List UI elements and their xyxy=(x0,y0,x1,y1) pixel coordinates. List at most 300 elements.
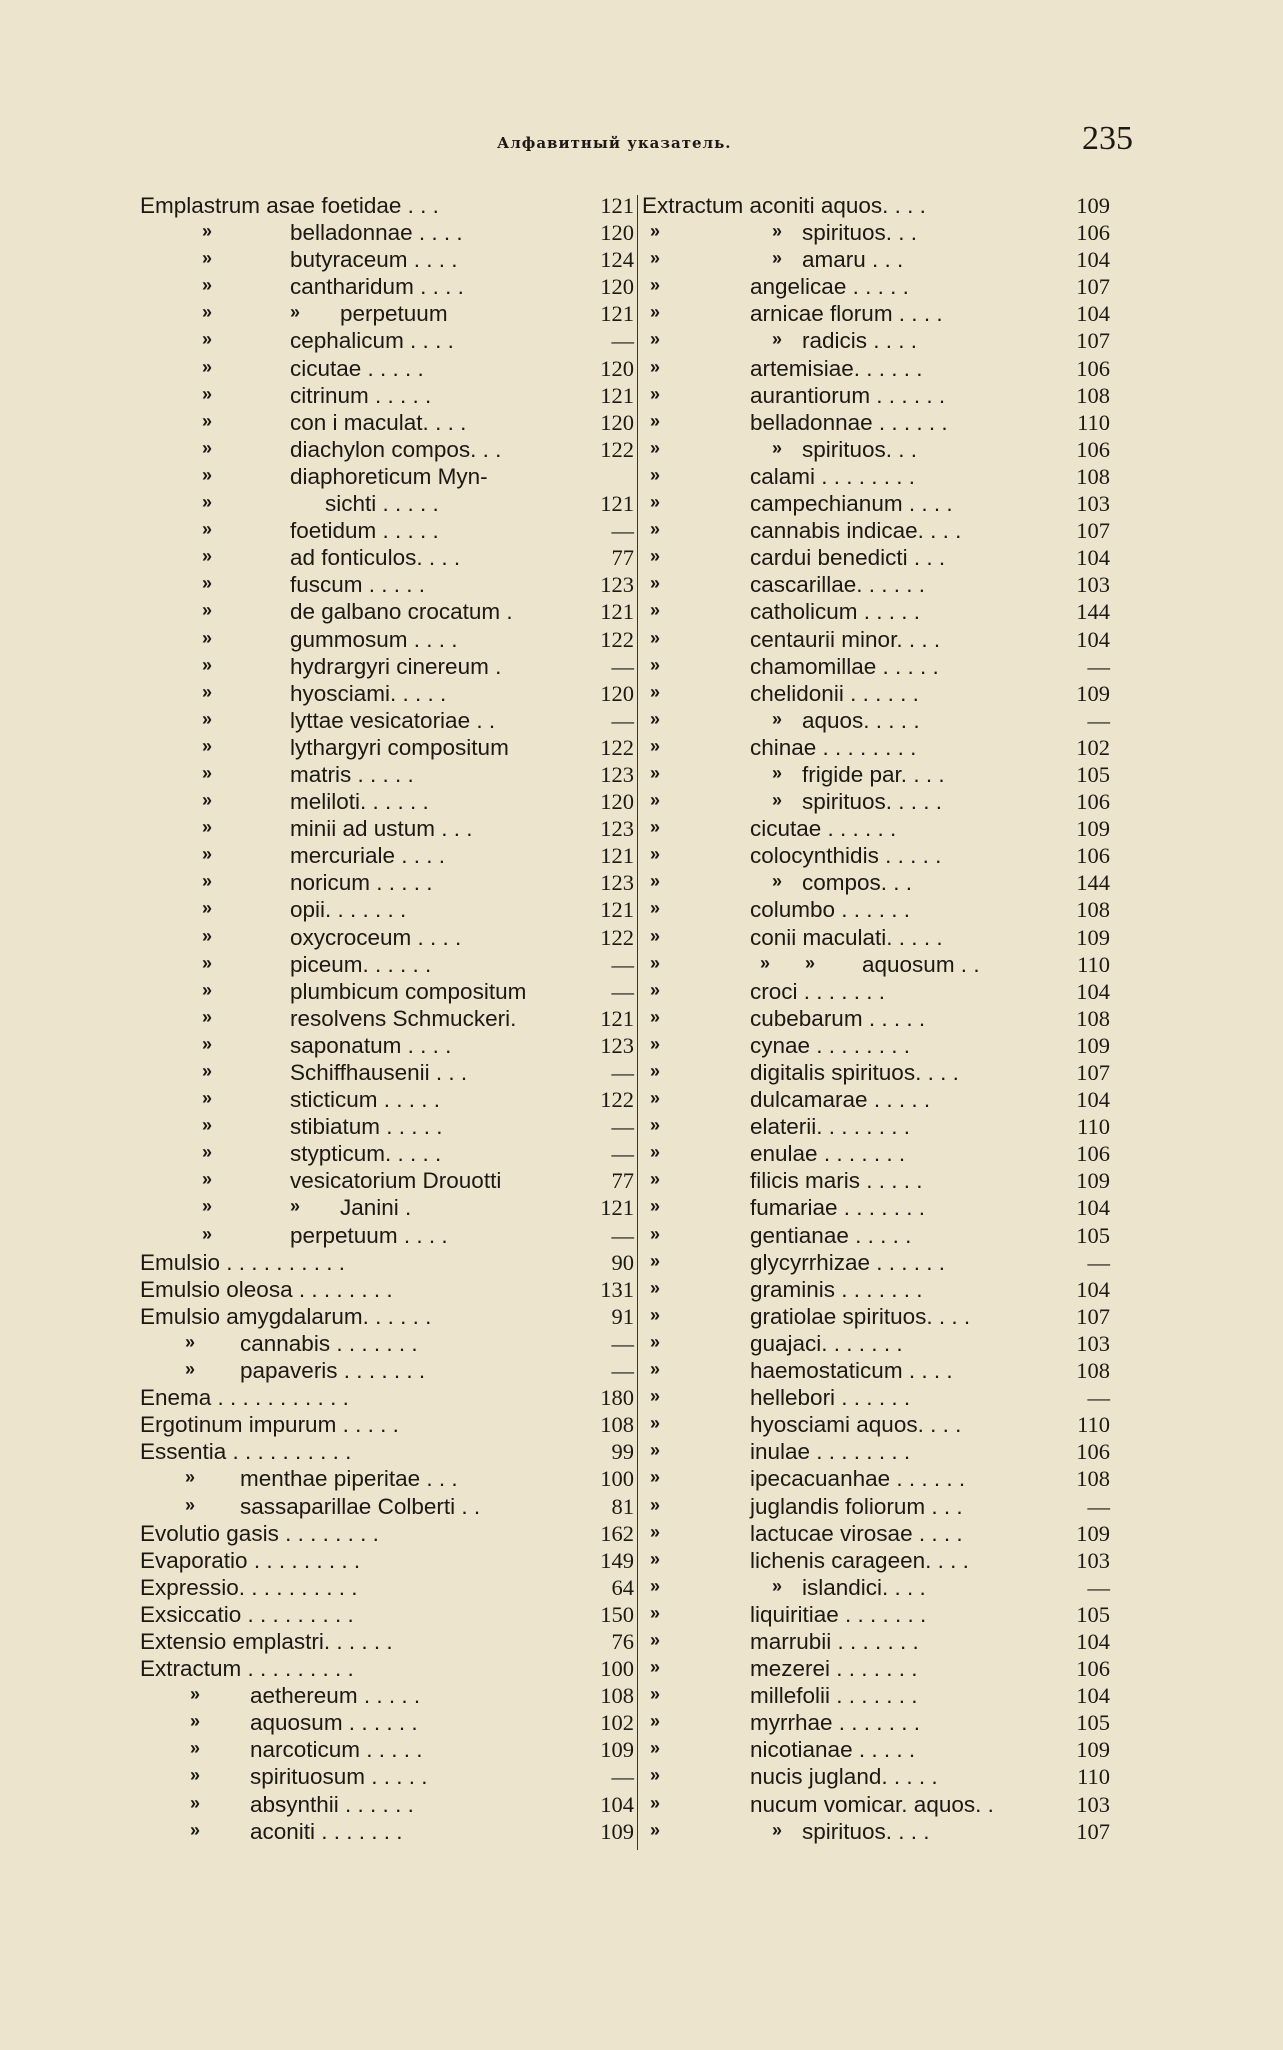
ditto-mark: » xyxy=(202,1196,213,1217)
entry-page-number: 107 xyxy=(1076,1818,1110,1844)
index-entry xyxy=(640,1086,1110,1113)
index-entry xyxy=(140,1113,636,1140)
entry-page-number: 104 xyxy=(1076,545,1110,571)
index-entry xyxy=(640,1682,1110,1709)
entry-page-number: 122 xyxy=(600,1087,634,1113)
index-entry xyxy=(140,1276,636,1303)
entry-page-number: 103 xyxy=(1076,1330,1110,1356)
entry-term: chelidonii . . . . . . xyxy=(750,680,919,706)
entry-term: fuscum . . . . . xyxy=(290,572,426,598)
entry-page-number: 76 xyxy=(611,1628,634,1654)
entry-term: spirituos. . . . . xyxy=(802,789,943,815)
entry-term: dulcamarae . . . . . xyxy=(750,1087,931,1113)
ditto-mark: » xyxy=(650,1304,661,1325)
entry-term: Essentia . . . . . . . . . . xyxy=(140,1439,352,1465)
index-entry xyxy=(140,409,636,436)
index-entry xyxy=(140,1086,636,1113)
ditto-mark: » xyxy=(202,627,213,648)
entry-page-number: 100 xyxy=(600,1656,634,1682)
ditto-mark: » xyxy=(650,1494,661,1515)
entry-term: spirituos. . . . xyxy=(802,1818,930,1844)
ditto-mark: » xyxy=(650,1575,661,1596)
entry-term: aethereum . . . . . xyxy=(250,1683,421,1709)
running-head: Алфавитный указатель. xyxy=(497,134,732,152)
entry-page-number: 120 xyxy=(600,355,634,381)
entry-page-number: 103 xyxy=(1076,1547,1110,1573)
ditto-mark: » xyxy=(650,1684,661,1705)
page-number: 235 xyxy=(1082,120,1133,157)
index-entry xyxy=(140,598,636,625)
ditto-mark: » xyxy=(202,790,213,811)
ditto-mark: » xyxy=(202,952,213,973)
entry-page-number: 104 xyxy=(1076,1195,1110,1221)
entry-page-number: 64 xyxy=(611,1574,634,1600)
ditto-mark: » xyxy=(650,654,661,675)
entry-term: spirituos. . . xyxy=(802,436,918,462)
entry-page-number: 102 xyxy=(1076,734,1110,760)
ditto-mark: » xyxy=(650,464,661,485)
entry-page-number: 149 xyxy=(600,1547,634,1573)
ditto-mark: » xyxy=(650,1413,661,1434)
index-entry xyxy=(640,734,1110,761)
entry-page-number: 120 xyxy=(600,789,634,815)
index-entry xyxy=(640,327,1110,354)
ditto-mark: » xyxy=(650,600,661,621)
entry-term: citrinum . . . . . xyxy=(290,382,432,408)
entry-page-number: — xyxy=(611,1358,634,1384)
ditto-mark: » xyxy=(202,1142,213,1163)
index-entry xyxy=(640,680,1110,707)
entry-term: menthae piperitae . . . xyxy=(240,1466,458,1492)
entry-page-number: 162 xyxy=(600,1520,634,1546)
ditto-mark: » xyxy=(650,275,661,296)
index-entry xyxy=(640,1303,1110,1330)
entry-page-number: 123 xyxy=(600,870,634,896)
entry-page-number: 109 xyxy=(1076,1520,1110,1546)
ditto-mark: » xyxy=(202,844,213,865)
entry-term: Emulsio . . . . . . . . . . xyxy=(140,1249,346,1275)
entry-term: myrrhae . . . . . . . xyxy=(750,1710,921,1736)
entry-term: sassaparillae Colberti . . xyxy=(240,1493,481,1519)
ditto-mark: » xyxy=(650,437,661,458)
entry-term: minii ad ustum . . . xyxy=(290,816,473,842)
index-entry xyxy=(140,1384,636,1411)
entry-page-number: 108 xyxy=(600,1412,634,1438)
index-entry xyxy=(640,463,1110,490)
ditto-mark: » xyxy=(650,248,661,269)
entry-term: amaru . . . xyxy=(802,247,904,273)
entry-term: cannabis indicae. . . . xyxy=(750,518,962,544)
ditto-mark: » xyxy=(202,492,213,513)
index-entry xyxy=(140,1574,636,1601)
entry-term: noricum . . . . . xyxy=(290,870,433,896)
entry-page-number: 104 xyxy=(1076,1628,1110,1654)
index-entry xyxy=(140,1601,636,1628)
index-entry xyxy=(640,1059,1110,1086)
entry-term: hyosciami. . . . . xyxy=(290,680,447,706)
ditto-mark: » xyxy=(772,790,783,811)
entry-page-number: 104 xyxy=(1076,978,1110,1004)
ditto-mark: » xyxy=(650,1738,661,1759)
ditto-mark: » xyxy=(202,464,213,485)
entry-term: belladonnae . . . . xyxy=(290,220,463,246)
entry-term: aquosum . . xyxy=(862,951,980,977)
entry-term: cicutae . . . . . . xyxy=(750,816,897,842)
ditto-mark: » xyxy=(190,1684,201,1705)
index-entry xyxy=(140,273,636,300)
entry-page-number: 121 xyxy=(600,599,634,625)
entry-term: hyosciami aquos. . . . xyxy=(750,1412,962,1438)
entry-page-number: 122 xyxy=(600,626,634,652)
entry-term: Emulsio amygdalarum. . . . . . xyxy=(140,1303,432,1329)
entry-term: Emplastrum asae foetidae . . . xyxy=(140,193,439,218)
ditto-mark: » xyxy=(650,519,661,540)
entry-term: butyraceum . . . . xyxy=(290,247,458,273)
ditto-mark: » xyxy=(650,1006,661,1027)
index-entry xyxy=(140,490,636,517)
ditto-mark: » xyxy=(772,762,783,783)
ditto-mark: » xyxy=(650,1819,661,1840)
entry-term: liquiritiae . . . . . . . xyxy=(750,1601,927,1627)
entry-page-number: 144 xyxy=(1076,870,1110,896)
index-entry xyxy=(640,1005,1110,1032)
ditto-mark: » xyxy=(650,221,661,242)
entry-term: foetidum . . . . . xyxy=(290,518,439,544)
index-entry xyxy=(140,707,636,734)
entry-term: chamomillae . . . . . xyxy=(750,653,939,679)
entry-term: compos. . . xyxy=(802,870,913,896)
index-entry xyxy=(640,517,1110,544)
entry-page-number: 104 xyxy=(1076,1087,1110,1113)
entry-term: Evaporatio . . . . . . . . . xyxy=(140,1547,361,1573)
index-entry xyxy=(640,761,1110,788)
ditto-mark: » xyxy=(650,898,661,919)
entry-page-number: 121 xyxy=(600,1195,634,1221)
index-entry xyxy=(640,571,1110,598)
entry-page-number: 106 xyxy=(1076,355,1110,381)
entry-page-number: 123 xyxy=(600,761,634,787)
page-header xyxy=(0,118,1283,162)
ditto-mark: » xyxy=(650,410,661,431)
entry-term: plumbicum compositum xyxy=(290,978,527,1004)
ditto-mark: » xyxy=(772,708,783,729)
entry-term: conii maculati. . . . . xyxy=(750,924,943,950)
entry-term: de galbano crocatum . xyxy=(290,599,513,625)
entry-page-number: 103 xyxy=(1076,491,1110,517)
column-divider xyxy=(637,195,638,1850)
entry-term: cephalicum . . . . xyxy=(290,328,454,354)
index-entry xyxy=(640,951,1110,978)
index-entry xyxy=(140,436,636,463)
entry-term: diachylon compos. . . xyxy=(290,436,502,462)
entry-term: glycyrrhizae . . . . . . xyxy=(750,1249,946,1275)
index-entry xyxy=(140,1547,636,1574)
entry-page-number: 104 xyxy=(1076,301,1110,327)
index-entry xyxy=(140,842,636,869)
ditto-mark: » xyxy=(650,1711,661,1732)
ditto-mark: » xyxy=(202,1006,213,1027)
ditto-mark: » xyxy=(650,1440,661,1461)
entry-term: catholicum . . . . . xyxy=(750,599,921,625)
entry-page-number: 104 xyxy=(1076,626,1110,652)
entry-term: radicis . . . . xyxy=(802,328,918,354)
entry-page-number: 180 xyxy=(600,1385,634,1411)
entry-page-number: 108 xyxy=(1076,463,1110,489)
index-entry xyxy=(140,680,636,707)
ditto-mark: » xyxy=(202,654,213,675)
index-entry xyxy=(140,626,636,653)
ditto-mark: » xyxy=(650,573,661,594)
entry-term: aquosum . . . . . . xyxy=(250,1710,418,1736)
entry-page-number: — xyxy=(1087,1493,1110,1519)
index-entry xyxy=(140,1357,636,1384)
ditto-mark: » xyxy=(202,329,213,350)
index-entry xyxy=(140,1032,636,1059)
index-entry xyxy=(640,1194,1110,1221)
entry-page-number: 106 xyxy=(1076,843,1110,869)
index-entry xyxy=(640,1167,1110,1194)
index-entry xyxy=(140,382,636,409)
ditto-mark: » xyxy=(772,1819,783,1840)
ditto-mark: » xyxy=(772,871,783,892)
entry-term: lythargyri compositum xyxy=(290,734,509,760)
entry-term: Ergotinum impurum . . . . . xyxy=(140,1412,399,1438)
index-entry xyxy=(640,490,1110,517)
index-entry xyxy=(140,1818,636,1845)
entry-term: angelicae . . . . . xyxy=(750,274,909,300)
entry-page-number: 121 xyxy=(600,382,634,408)
index-entry xyxy=(140,327,636,354)
entry-term: Extractum . . . . . . . . . xyxy=(140,1656,354,1682)
index-entry xyxy=(640,842,1110,869)
ditto-mark: » xyxy=(202,762,213,783)
entry-term: oxycroceum . . . . xyxy=(290,924,462,950)
entry-page-number: 109 xyxy=(600,1737,634,1763)
index-entry xyxy=(140,544,636,571)
ditto-mark: » xyxy=(650,1602,661,1623)
ditto-mark: » xyxy=(202,600,213,621)
index-entry xyxy=(640,1276,1110,1303)
entry-page-number: 110 xyxy=(1077,1764,1110,1790)
entry-page-number: — xyxy=(611,978,634,1004)
ditto-mark: » xyxy=(202,708,213,729)
ditto-mark: » xyxy=(202,817,213,838)
index-entry xyxy=(640,1655,1110,1682)
index-entry xyxy=(640,246,1110,273)
index-entry xyxy=(640,1763,1110,1790)
index-entry xyxy=(640,869,1110,896)
entry-term: centaurii minor. . . . xyxy=(750,626,941,652)
entry-page-number: 106 xyxy=(1076,1439,1110,1465)
entry-term: Extractum aconiti aquos. . . . xyxy=(642,193,926,218)
entry-term: croci . . . . . . . xyxy=(750,978,886,1004)
index-entry xyxy=(140,1167,636,1194)
index-entry xyxy=(140,978,636,1005)
entry-term: cubebarum . . . . . xyxy=(750,1005,926,1031)
ditto-mark: » xyxy=(650,708,661,729)
ditto-mark: » xyxy=(650,1250,661,1271)
index-entry xyxy=(640,1465,1110,1492)
entry-page-number: 107 xyxy=(1076,1303,1110,1329)
index-entry xyxy=(640,1032,1110,1059)
entry-page-number: 108 xyxy=(1076,382,1110,408)
ditto-mark: » xyxy=(190,1792,201,1813)
entry-page-number: 110 xyxy=(1077,951,1110,977)
index-entry xyxy=(140,1709,636,1736)
entry-page-number: 150 xyxy=(600,1601,634,1627)
entry-term: papaveris . . . . . . . xyxy=(240,1358,426,1384)
index-entry xyxy=(140,896,636,923)
index-entry xyxy=(140,1140,636,1167)
ditto-mark: » xyxy=(290,1196,301,1217)
entry-page-number: — xyxy=(1087,1385,1110,1411)
entry-term: belladonnae . . . . . . xyxy=(750,409,948,435)
index-entry xyxy=(640,598,1110,625)
ditto-mark: » xyxy=(202,573,213,594)
ditto-mark: » xyxy=(650,817,661,838)
index-entry xyxy=(140,246,636,273)
entry-page-number: — xyxy=(1087,1249,1110,1275)
entry-term: ad fonticulos. . . . xyxy=(290,545,461,571)
index-entry xyxy=(640,1330,1110,1357)
entry-page-number: 109 xyxy=(1076,924,1110,950)
index-entry xyxy=(640,653,1110,680)
ditto-mark: » xyxy=(650,1657,661,1678)
entry-page-number: 106 xyxy=(1076,436,1110,462)
ditto-mark: » xyxy=(650,1765,661,1786)
entry-page-number: 120 xyxy=(600,680,634,706)
ditto-mark: » xyxy=(185,1331,196,1352)
entry-term: resolvens Schmuckeri. xyxy=(290,1005,517,1031)
entry-page-number: 108 xyxy=(1076,1358,1110,1384)
index-entry xyxy=(140,192,636,219)
index-entry xyxy=(140,1655,636,1682)
index-entry xyxy=(640,1249,1110,1276)
ditto-mark: » xyxy=(772,221,783,242)
index-entry xyxy=(640,273,1110,300)
index-entry xyxy=(640,219,1110,246)
entry-page-number: 144 xyxy=(1076,599,1110,625)
ditto-mark: » xyxy=(650,1115,661,1136)
index-entry xyxy=(140,1303,636,1330)
ditto-mark: » xyxy=(650,1467,661,1488)
index-entry xyxy=(140,869,636,896)
entry-term: nicotianae . . . . . xyxy=(750,1737,916,1763)
ditto-mark: » xyxy=(650,1359,661,1380)
entry-term: stibiatum . . . . . xyxy=(290,1114,443,1140)
entry-page-number: 90 xyxy=(611,1249,634,1275)
index-entry xyxy=(140,219,636,246)
entry-page-number: 107 xyxy=(1076,518,1110,544)
ditto-mark: » xyxy=(202,248,213,269)
index-entry xyxy=(640,1140,1110,1167)
entry-term: cardui benedicti . . . xyxy=(750,545,946,571)
entry-term: aconiti . . . . . . . xyxy=(250,1818,403,1844)
entry-page-number: 121 xyxy=(600,301,634,327)
ditto-mark: » xyxy=(650,1386,661,1407)
entry-term: Expressio. . . . . . . . . . xyxy=(140,1574,358,1600)
index-entry xyxy=(640,1493,1110,1520)
ditto-mark: » xyxy=(650,1169,661,1190)
entry-page-number: — xyxy=(611,1330,634,1356)
entry-term: Schiffhausenii . . . xyxy=(290,1060,468,1085)
index-entry xyxy=(640,815,1110,842)
entry-page-number: 107 xyxy=(1076,274,1110,300)
index-entry xyxy=(140,1411,636,1438)
entry-page-number: 124 xyxy=(600,247,634,273)
entry-term: opii. . . . . . . xyxy=(290,897,407,923)
index-entry xyxy=(640,788,1110,815)
entry-page-number: — xyxy=(611,1764,634,1790)
ditto-mark: » xyxy=(650,790,661,811)
entry-page-number: — xyxy=(611,1222,634,1248)
entry-term: inulae . . . . . . . . xyxy=(750,1439,911,1465)
ditto-mark: » xyxy=(190,1711,201,1732)
entry-term: columbo . . . . . . xyxy=(750,897,911,923)
ditto-mark: » xyxy=(202,410,213,431)
ditto-mark: » xyxy=(650,844,661,865)
entry-page-number: 102 xyxy=(600,1710,634,1736)
index-entry xyxy=(140,1005,636,1032)
ditto-mark: » xyxy=(650,762,661,783)
ditto-mark: » xyxy=(772,248,783,269)
entry-page-number: 105 xyxy=(1076,761,1110,787)
index-entry xyxy=(140,1791,636,1818)
ditto-mark: » xyxy=(185,1494,196,1515)
index-entry xyxy=(140,924,636,951)
ditto-mark: » xyxy=(202,546,213,567)
index-entry xyxy=(640,1384,1110,1411)
entry-term: cantharidum . . . . xyxy=(290,274,464,300)
entry-term: meliloti. . . . . . xyxy=(290,789,429,815)
index-entry xyxy=(640,626,1110,653)
entry-term: piceum. . . . . . xyxy=(290,951,432,977)
entry-page-number: 122 xyxy=(600,436,634,462)
index-entry xyxy=(140,653,636,680)
ditto-mark: » xyxy=(650,1521,661,1542)
index-entry xyxy=(640,192,1110,219)
ditto-mark: » xyxy=(202,979,213,1000)
entry-term: hellebori . . . . . . xyxy=(750,1385,911,1411)
index-entry xyxy=(640,300,1110,327)
ditto-mark: » xyxy=(650,1196,661,1217)
entry-term: fumariae . . . . . . . xyxy=(750,1195,926,1221)
ditto-mark: » xyxy=(202,519,213,540)
entry-term: elaterii. . . . . . . . xyxy=(750,1114,911,1140)
entry-page-number: 106 xyxy=(1076,220,1110,246)
entry-term: cynae . . . . . . . . xyxy=(750,1032,911,1058)
entry-term: islandici. . . . xyxy=(802,1574,926,1600)
ditto-mark: » xyxy=(650,356,661,377)
entry-term: con i maculat. . . . xyxy=(290,409,467,435)
ditto-mark: » xyxy=(650,1792,661,1813)
index-entry xyxy=(140,1493,636,1520)
index-entry xyxy=(640,896,1110,923)
entry-term: juglandis foliorum . . . xyxy=(750,1493,963,1519)
index-entry xyxy=(640,355,1110,382)
ditto-mark: » xyxy=(202,356,213,377)
index-entry xyxy=(140,355,636,382)
ditto-mark: » xyxy=(650,627,661,648)
entry-term: cannabis . . . . . . . xyxy=(240,1330,418,1356)
entry-page-number: — xyxy=(611,951,634,977)
ditto-mark: » xyxy=(650,1629,661,1650)
entry-page-number: 108 xyxy=(1076,1005,1110,1031)
entry-page-number: 131 xyxy=(600,1276,634,1302)
index-entry xyxy=(640,707,1110,734)
entry-term: graminis . . . . . . . xyxy=(750,1276,923,1302)
index-entry xyxy=(640,1357,1110,1384)
